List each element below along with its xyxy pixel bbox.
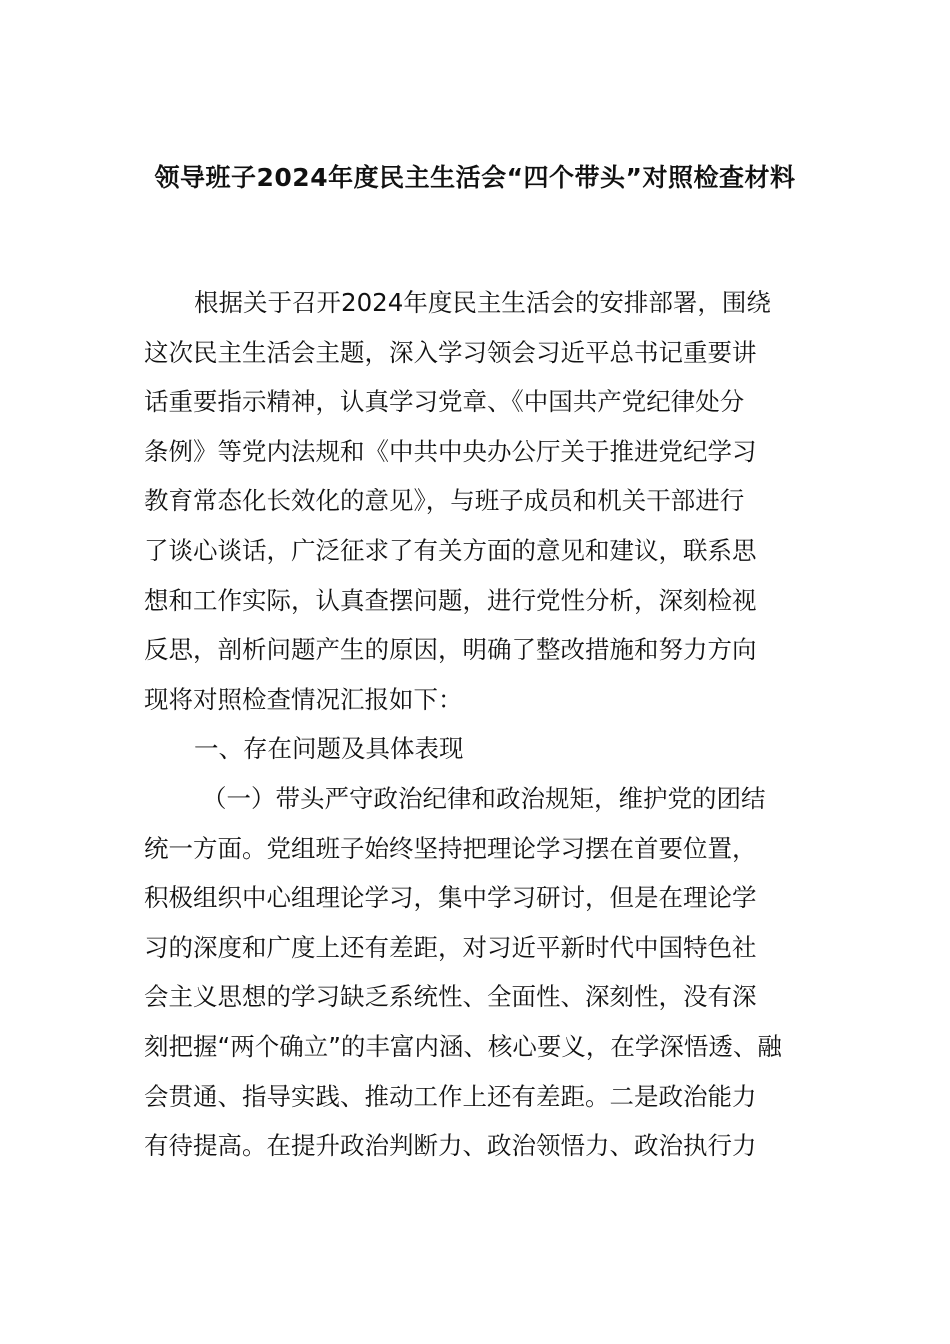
paragraph-line: 统一方面。党组班子始终坚持把理论学习摆在首要位置， [144,833,757,863]
paragraph-line: 这次民主生活会主题，深入学习领会习近平总书记重要讲 [144,337,757,367]
paragraph-line: 根据关于召开2024年度民主生活会的安排部署，围绕 [194,288,771,317]
paragraph-line: 了谈心谈话，广泛征求了有关方面的意见和建议，联系思 [144,535,757,565]
paragraph-line: 现将对照检查情况汇报如下： [144,684,463,714]
paragraph-line: 刻把握“两个确立”的丰富内涵、核心要义，在学深悟透、融 [144,1031,782,1061]
paragraph-line: 会主义思想的学习缺乏系统性、全面性、深刻性，没有深 [144,982,757,1012]
paragraph-line: 会贯通、指导实践、推动工作上还有差距。二是政治能力 [144,1081,757,1111]
paragraph-line: 想和工作实际，认真查摆问题，进行党性分析，深刻检视 [144,585,757,615]
paragraph-line: 条例》等党内法规和《中共中央办公厅关于推进党纪学习 [144,436,757,466]
paragraph-line: 话重要指示精神，认真学习党章、《中国共产党纪律处分 [144,387,745,417]
paragraph-line: 有待提高。在提升政治判断力、政治领悟力、政治执行力 [144,1131,757,1161]
document-body [144,278,824,1171]
document-title: 领导班子2024年度民主生活会“四个带头”对照检查材料 [154,163,796,192]
paragraph-line: 积极组织中心组理论学习，集中学习研讨，但是在理论学 [144,883,757,913]
paragraph-line: 教育常态化长效化的意见》，与班子成员和机关干部进行 [144,486,745,516]
paragraph-line: 习的深度和广度上还有差距，对习近平新时代中国特色社 [144,932,757,962]
paragraph-line: 反思，剖析问题产生的原因，明确了整改措施和努力方向 [144,635,757,665]
section-heading: 一、存在问题及具体表现 [194,734,464,764]
subsection-line: （一）带头严守政治纪律和政治规矩，维护党的团结 [202,783,766,813]
